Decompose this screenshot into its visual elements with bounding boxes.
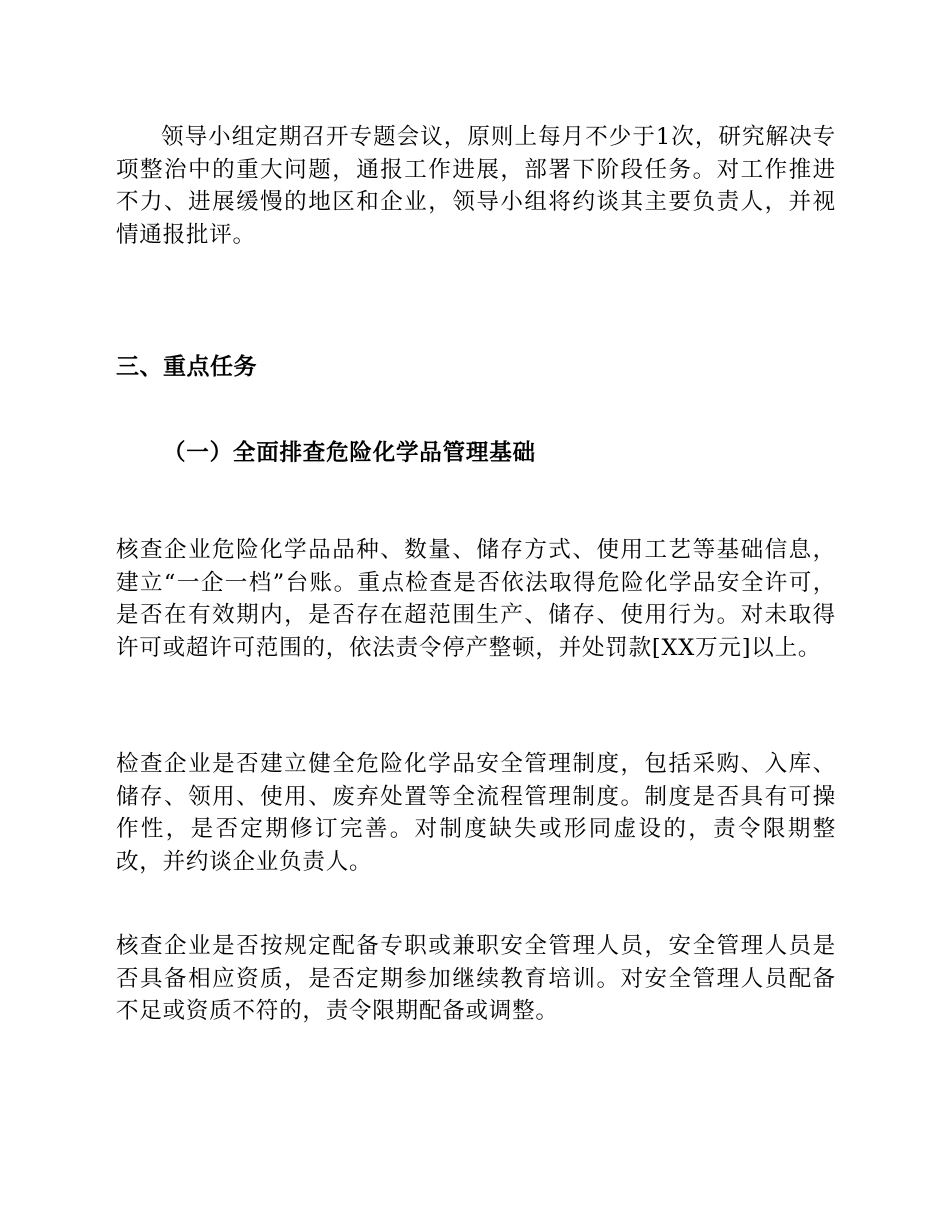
body-paragraph: 检查企业是否建立健全危险化学品安全管理制度，包括采购、入库、储存、领用、使用、废弃处置等全流程管理制度。制度是否具有可操作性，是否定期修订完善。对制度缺失或形同虚设的，责令限期整改，并约谈企业负责人。	[116, 751, 836, 876]
subsection-heading: （一）全面排查危险化学品管理基础	[163, 440, 536, 466]
intro-paragraph: 领导小组定期召开专题会议，原则上每月不少于1次，研究解决专项整治中的重大问题，通报工作进展，部署下阶段任务。对工作推进不力、进展缓慢的地区和企业，领导小组将约谈其主要负责人，并视情通报批评。	[116, 124, 836, 249]
section-heading: 三、重点任务	[116, 354, 257, 380]
body-paragraph: 核查企业是否按规定配备专职或兼职安全管理人员，安全管理人员是否具备相应资质，是否定期参加继续教育培训。对安全管理人员配备不足或资质不符的，责令限期配备或调整。	[116, 933, 836, 1025]
body-paragraph: 核查企业危险化学品品种、数量、储存方式、使用工艺等基础信息，建立“一企一档”台账。重点检查是否依法取得危险化学品安全许可，是否在有效期内，是否存在超范围生产、储存、使用行为。对未取得许可或超许可范围的，依法责令停产整顿，并处罚款[XX万元]以上。	[116, 537, 836, 662]
